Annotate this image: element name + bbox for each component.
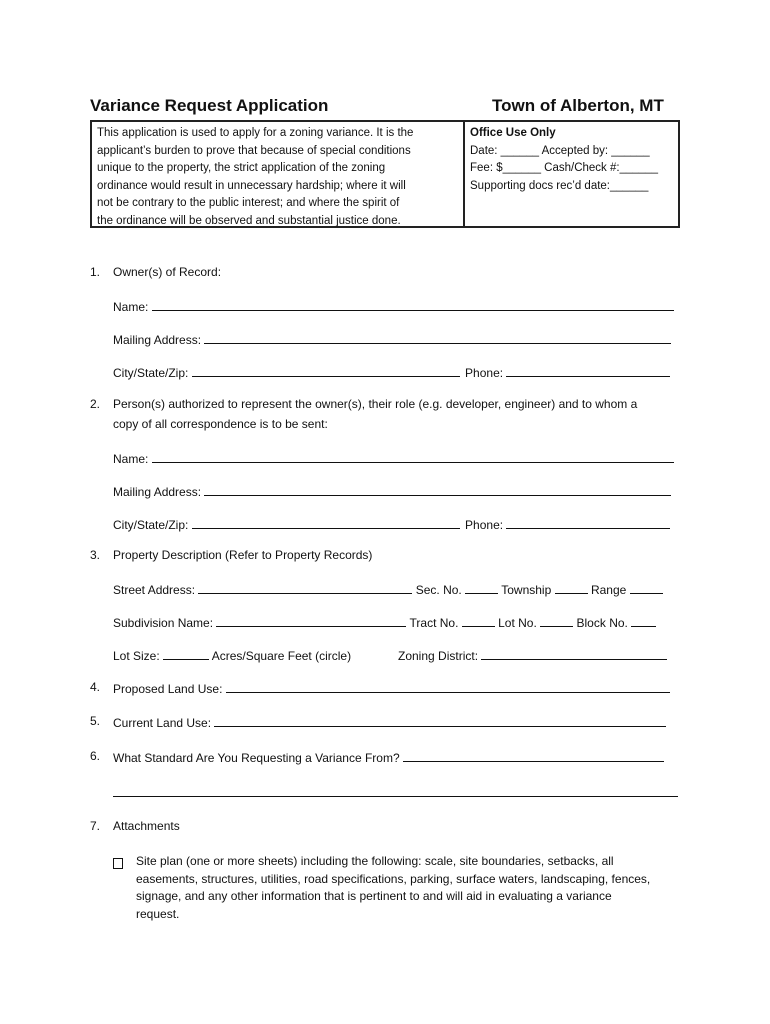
- s3-lotsize-row: [113, 647, 351, 663]
- s2-city-row: [113, 516, 670, 532]
- s1-mailing-row: [113, 331, 671, 347]
- s2-name-label: Name:: [113, 452, 149, 466]
- s1-city-row: [113, 364, 670, 380]
- site-plan-description: [136, 853, 650, 923]
- s2-mailing-label: Mailing Address:: [113, 485, 202, 499]
- s2-mailing-row: [113, 483, 671, 499]
- s6-row: [113, 749, 664, 765]
- site-plan-checkbox[interactable]: [113, 855, 137, 873]
- s3-zoning-row: [398, 647, 667, 663]
- s3-lot-field[interactable]: [540, 614, 573, 627]
- s3-zoning-field[interactable]: [481, 647, 667, 660]
- s1-phone-field[interactable]: [506, 364, 670, 377]
- s1-mailing-field[interactable]: [204, 331, 671, 344]
- intro-text: [97, 125, 459, 230]
- town-name: Town of Alberton, MT: [492, 96, 664, 115]
- s3-subdivision-row: [113, 614, 656, 630]
- s5-field[interactable]: [214, 714, 666, 727]
- page-title: Variance Request Application: [90, 96, 329, 115]
- s3-tract-field[interactable]: [462, 614, 495, 627]
- s3-sec-label: Sec. No.: [415, 583, 462, 597]
- s3-lotsize-label: Lot Size:: [113, 649, 160, 663]
- intro-line: the ordinance will be observed and substantial justice done.: [97, 214, 401, 227]
- s2-name-field[interactable]: [152, 450, 674, 463]
- section-7-number: 7.: [90, 819, 101, 833]
- s4-row: [113, 680, 670, 696]
- section-1-number: 1.: [90, 265, 101, 279]
- s1-mailing-label: Mailing Address:: [113, 333, 202, 347]
- s2-name-row: [113, 450, 674, 466]
- s3-township-label: Township: [501, 583, 552, 597]
- s3-acres-label: Acres/Square Feet (circle): [211, 649, 352, 663]
- s3-tract-label: Tract No.: [409, 616, 459, 630]
- s4-label: Proposed Land Use:: [113, 682, 223, 696]
- s3-range-field[interactable]: [630, 581, 663, 594]
- intro-line: This application is used to apply for a zoning variance. It is the: [97, 127, 414, 139]
- s1-phone-label: Phone:: [465, 366, 504, 380]
- s3-subdivision-label: Subdivision Name:: [113, 616, 214, 630]
- checkbox-icon[interactable]: [113, 858, 123, 869]
- s2-mailing-field[interactable]: [204, 483, 671, 496]
- s3-zoning-label: Zoning District:: [398, 649, 479, 663]
- intro-line: ordinance would result in unnecessary hardship; where it will: [97, 179, 406, 192]
- s6-continuation-field[interactable]: [113, 796, 678, 797]
- s5-label: Current Land Use:: [113, 716, 212, 730]
- site-plan-line: Site plan (one or more sheets) including the following: scale, site boundaries, setbacks, all: [136, 854, 614, 868]
- s3-street-row: [113, 581, 663, 597]
- s3-street-label: Street Address:: [113, 583, 196, 597]
- s4-field[interactable]: [226, 680, 670, 693]
- s3-range-label: Range: [590, 583, 627, 597]
- section-4-number: 4.: [90, 680, 101, 694]
- s3-lotsize-field[interactable]: [163, 647, 209, 660]
- s2-phone-label: Phone:: [465, 518, 504, 532]
- s6-field[interactable]: [403, 749, 664, 762]
- section-2-line-1: Person(s) authorized to represent the owner(s), their role (e.g. developer, engineer) and to whom a: [113, 397, 638, 411]
- section-3-number: 3.: [90, 548, 101, 562]
- s5-row: [113, 714, 666, 730]
- s1-city-field[interactable]: [192, 364, 460, 377]
- section-7-title: Attachments: [113, 819, 180, 833]
- s3-street-field[interactable]: [198, 581, 412, 594]
- s3-subdivision-field[interactable]: [216, 614, 406, 627]
- s1-city-label: City/State/Zip:: [113, 366, 189, 380]
- s2-city-field[interactable]: [192, 516, 460, 529]
- section-1-title: Owner(s) of Record:: [113, 265, 222, 279]
- office-use-heading: Office Use Only: [470, 127, 556, 139]
- s2-phone-field[interactable]: [506, 516, 670, 529]
- site-plan-line: request.: [136, 906, 180, 921]
- s3-township-field[interactable]: [555, 581, 588, 594]
- section-3-title: Property Description (Refer to Property Records): [113, 548, 373, 562]
- office-docs-date: Supporting docs rec’d date:______: [470, 179, 649, 192]
- s3-block-label: Block No.: [576, 616, 628, 630]
- intro-line: unique to the property, the strict application of the zoning: [97, 162, 386, 174]
- intro-box: [90, 120, 680, 228]
- s1-name-label: Name:: [113, 300, 149, 314]
- section-5-number: 5.: [90, 714, 101, 728]
- s3-lot-label: Lot No.: [498, 616, 537, 630]
- s1-name-field[interactable]: [152, 298, 674, 311]
- s2-city-label: City/State/Zip:: [113, 518, 189, 532]
- box-divider: [463, 122, 465, 226]
- site-plan-line: signage, and any other information that is pertinent to and will aid in evaluating a variance: [136, 889, 612, 903]
- section-2-number: 2.: [90, 397, 101, 411]
- s1-name-row: [113, 298, 674, 314]
- s6-label: What Standard Are You Requesting a Variance From?: [113, 751, 400, 765]
- s3-sec-field[interactable]: [465, 581, 498, 594]
- s3-block-field[interactable]: [631, 614, 656, 627]
- office-use-panel: [470, 125, 658, 195]
- office-date-accepted: Date: ______ Accepted by: ______: [470, 144, 650, 157]
- site-plan-line: easements, structures, utilities, road specifications, parking, surface waters, landscaping, fences,: [136, 871, 651, 886]
- section-6-number: 6.: [90, 749, 101, 763]
- intro-line: applicant’s burden to prove that because of special conditions: [97, 144, 411, 157]
- office-fee: Fee: $______ Cash/Check #:______: [470, 162, 658, 174]
- section-2-line-2: copy of all correspondence is to be sent:: [113, 417, 328, 431]
- intro-line: not be contrary to the public interest; and where the spirit of: [97, 197, 400, 209]
